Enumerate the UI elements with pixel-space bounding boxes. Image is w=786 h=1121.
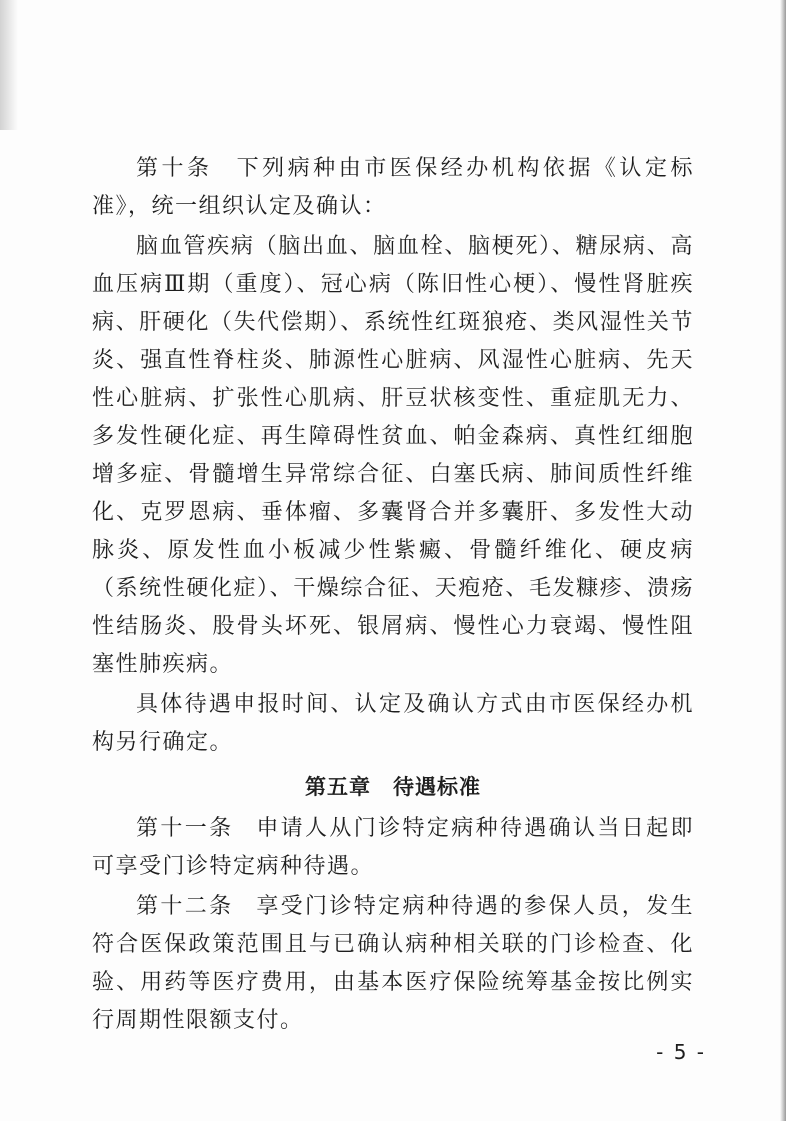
article-11 <box>92 810 694 886</box>
chapter-label: 第五章 <box>305 775 371 799</box>
scan-shadow <box>0 0 18 130</box>
article-12-text: 享受门诊特定病种待遇的参保人员，发生符合医保政策范围且与已确认病种相关联的门诊检查、化验、用药等医疗费用，由基本医疗保险统筹基金按比例实行周期性限额支付。 <box>92 894 694 1033</box>
specific-note: 具体待遇申报时间、认定及确认方式由市医保经办机构另行确定。 <box>92 692 694 755</box>
chapter-heading <box>92 768 694 806</box>
article-10-label: 第十条 <box>136 156 213 181</box>
article-10 <box>92 150 694 226</box>
article-12 <box>92 888 694 1040</box>
chapter-title: 待遇标准 <box>393 775 481 799</box>
page-number: - 5 - <box>656 1040 706 1064</box>
scan-edge <box>780 0 786 1121</box>
document-body <box>92 150 694 1042</box>
article-11-label: 第十一条 <box>136 816 234 841</box>
disease-list: 脑血管疾病（脑出血、脑血栓、脑梗死）、糖尿病、高血压病Ⅲ期（重度）、冠心病（陈旧性心梗）、慢性肾脏疾病、肝硬化（失代偿期）、系统性红斑狼疮、类风湿性关节炎、强直性脊柱炎、肺源性心脏病、风湿性心脏病、先天性心脏病、扩张性心肌病、肝豆状核变性、重症肌无力、多发性硬化症、再生障碍性贫血、帕金森病、真性红细胞增多症、骨髓增生异常综合征、白塞氏病、肺间质性纤维化、克罗恩病、垂体瘤、多囊肾合并多囊肝、多发性大动脉炎、原发性血小板减少性紫癜、骨髓纤维化、硬皮病（系统性硬化症）、干燥综合征、天疱疮、毛发糠疹、溃疡性结肠炎、股骨头坏死、银屑病、慢性心力衰竭、慢性阻塞性肺疾病。 <box>92 234 694 677</box>
article-11-text: 申请人从门诊特定病种待遇确认当日起即可享受门诊特定病种待遇。 <box>92 816 694 879</box>
article-10-text: 下列病种由市医保经办机构依据《认定标准》，统一组织认定及确认： <box>92 156 694 219</box>
article-12-label: 第十二条 <box>136 894 234 919</box>
